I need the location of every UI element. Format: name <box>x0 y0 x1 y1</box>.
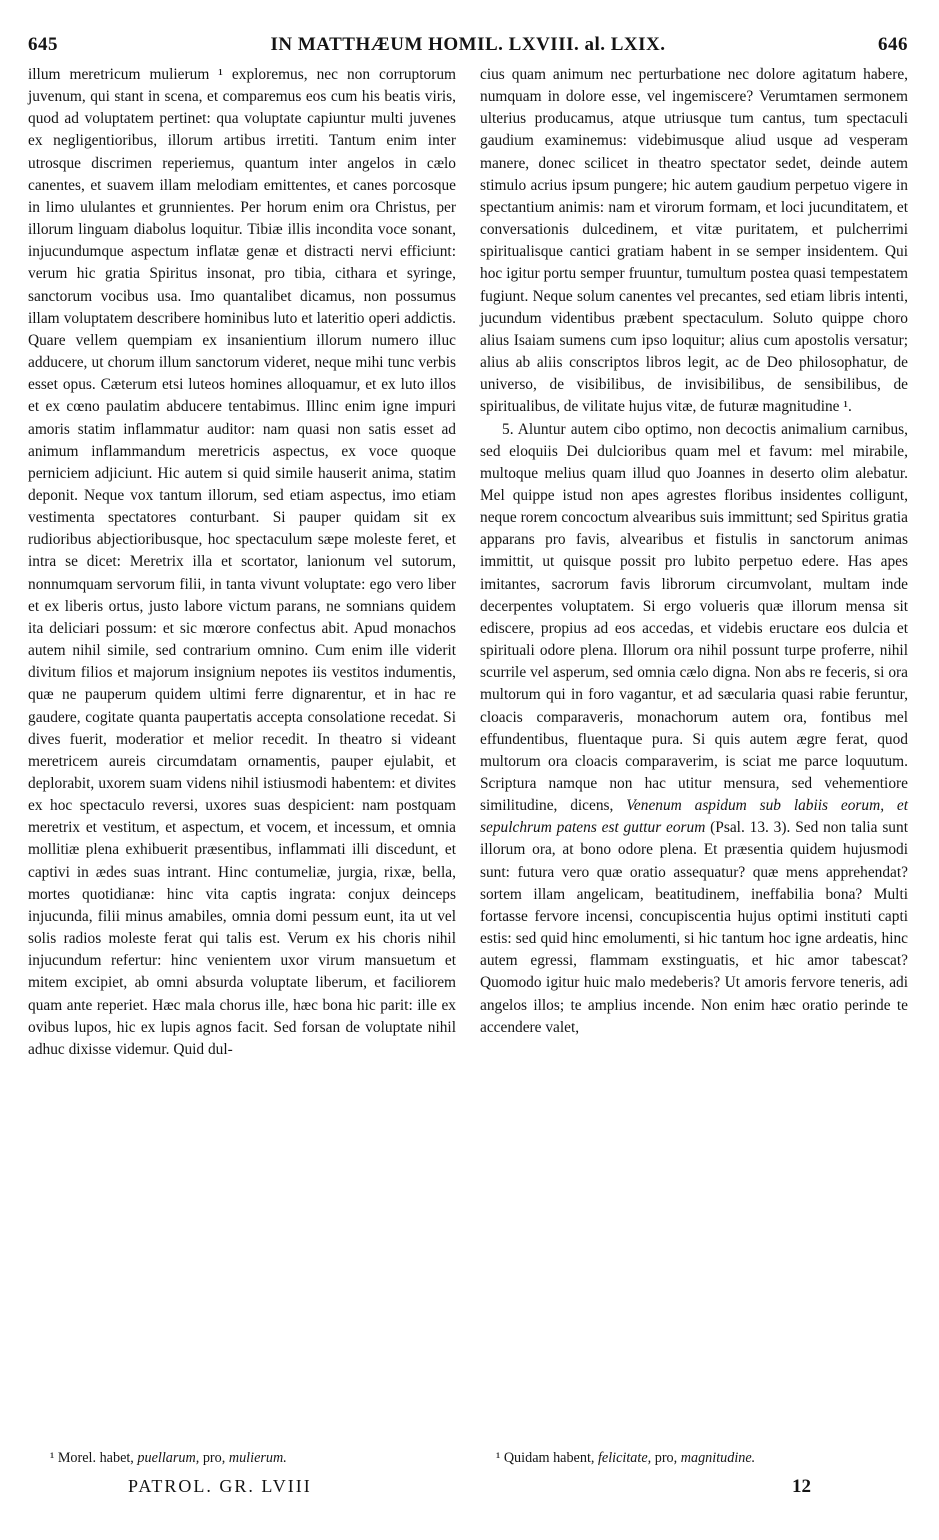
left-column <box>28 64 456 1061</box>
right-paragraph-2 <box>480 419 908 1039</box>
footnote-mark: ¹ <box>50 1450 55 1466</box>
running-title: IN MATTHÆUM HOMIL. LXVIII. al. LXIX. <box>270 34 666 55</box>
footnote-right <box>496 1448 916 1468</box>
footnote-text: Quidam habent, <box>503 1450 595 1466</box>
scripture-quote: Venenum aspidum sub labiis eorum, et sepulchrum patens est guttur eorum <box>480 797 908 837</box>
left-column-text: illum meretricum mulierum ¹ exploremus, nec non corruptorum juvenum, qui stant in scena, et comparemus eos cum his beatis viris, quod ad voluptatem pertinet: qua voluptate capiuntur multi juvenes ex negligentioribus, illorum artibus irretiti. Tantum enim inter utrosque discrimen reperiemus, quantum inter angelos in cælo canentes, et suavem illam melodiam emittentes, et canes porcosque in limo ululantes et grunnientes. Per horum enim ora Christus, per illorum linguam diabolus loquitur. Tibiæ illis incondita voce sonant, injucundumque aspectum inflatæ genæ et distracti nervi efficiunt: verum hic gratia Spiritus insonat, pro tibia, cithara et syringe, sanctorum vocibus usa. Imo quantalibet dicamus, non possumus illam voluptatem describere hominibus luto et lateritio operi addictis. Quare vellem quempiam ex insanientium illorum numero illuc adducere, ut chorum illum sanctorum videret, neque mihi tunc verbis esset opus. Cæterum etsi luteos homines alloquamur, et ex luto illos et ex cœno paulatim abducere tentabimus. Illinc enim igne impuri amoris statim inflammatur auditor: nam quasi non satis esset ad animum inflammandum meretricis aspectus, ex voce quoque perniciem adjiciunt. Hic autem si quid simile hauserit anima, statim deponit. Neque vox tantum illorum, sed etiam aspectus, imo etiam vestimenta spectatores conturbant. Si pauper quidam sit ex rudioribus abjectioribusque, hoc spectaculum sæpe moleste feret, et intra se dicet: Meretrix illa et scortator, lanionum vel sutorum, nonnumquam servorum filii, in tanta vivunt voluptate: ego vero liber et ex liberis ortus, justo labore victum parans, ne somnians quidem ita deliciari possum: et sic mœrore confectus abit. Apud monachos autem nihil simile, sed contrarium omnino. Cum enim ille viderit divitum filios et majorum insignium nepotes iis vestitos indumentis, quæ ne pauperum quidem ultimi ferre dignarentur, et in hac re gaudere, cogitate quanta paupertatis accepta consolatione recedat. Si dives fuerit, moderatior et melior recedit. In theatro si videant meretricem aureis circumdatam ornamentis, pauper ejulabit, et deplorabit, uxorem suam videns nihil istiusmodi habentem: et divites ex hoc spectaculo reversi, uxores suas despicient: nam postquam meretrix et vestitum, et aspectum, et vocem, et incessum, et omnia mollitiæ plena exhibuerit præsentibus, inflammati illi discedunt, et captivi in ædes suas intrant. Hinc contumeliæ, jurgia, rixæ, bella, mortes quotidianæ: hinc vita captis ingrata: conjux deinceps injucunda, filii minus amabiles, omnia domi pessum eunt, ita ut vel solis radios moleste ferat qui talis est. Verum ex his choris nihil injucundum refertur: hinc venientem uxor virum mansuetum et mitem excipiet, ab omni absurda voluptate liberum, et faciliorem quam ante reperiet. Hæc mala chorus ille, hæc bona hic parit: ille ex ovibus lupos, hic ex lupis agnos facit. Sed forsan de voluptate nihil adhuc dixisse videmur. Quid dul- <box>28 66 456 1058</box>
right-paragraph-1: cius quam animum nec perturbatione nec dolore agitatum habere, numquam in dolore esse, vel ingemiscere? Verumtamen sermonem ulterius producamus, atque utriusque tum cantus, tum spectaculi gaudium examinemus: videbimusque aliud usque ad vesperam manere, donec scilicet in theatro spectator sedet, deinde autem stimulo acrius ipsum pungere; hic autem gaudium perpetuo vigere in spectantium animis: nam et virorum formam, et loci jucunditatem, et conversationis dulcedinem, et vitæ puritatem, et pulcherrimi spiritualisque cantici gratiam habent in se semper insidentem. Qui hoc igitur portu semper fruuntur, tumultum postea quasi tempestatem fugiunt. Neque solum canentes vel precantes, sed etiam libris intenti, jucundum videntibus præbent spectaculum. Soluto quippe choro alius Isaiam sumens cum ipso loquitur; alius cum apostolis versatur; alius ab aliis conscriptos libros legit, ac de Deo philosophatur, de universo, de visibilibus, de invisibilibus, de sensibilibus, de spiritualibus, de vilitate hujus vitæ, de futuræ magnitudine ¹. <box>480 66 908 416</box>
scripture-citation: (Psal. 13. 3). <box>710 819 791 837</box>
footnote-lemma: mulierum. <box>228 1450 287 1466</box>
footnote-lemma: magnitudine. <box>680 1450 756 1466</box>
paragraph-2-text-after: Sed non talia sunt illorum ora, at bono odore plena. Et præsentia quidem hujusmodi sunt: futura vero quæ oratio assequatur? quæ mens apprehendat? sortem illam angelicam, beatitudinem, ineffabilia bona? Multi fortasse fervore incensi, concupiscentia hujus optimi instituti capti estis: sed quid hinc emolumenti, si hic tantum hoc igne ardeatis, hinc autem egressi, flammam exstinguatis, et hic amor tabescat? Quomodo igitur huic malo medeberis? Ut amoris fervore teneris, adi angelos illos; te amplius incende. Non enim hæc oratio perinde te accendere valet, <box>480 819 908 1036</box>
footnote-text: pro, <box>202 1450 226 1466</box>
footnote-variant: felicitate, <box>597 1450 652 1466</box>
volume-signature: PATROL. GR. LVIII <box>128 1476 312 1496</box>
right-column <box>480 64 908 1039</box>
paragraph-2-text-before: 5. Aluntur autem cibo optimo, non decoctis animalium carnibus, sed eloquiis Dei dulcioribus quam mel et favum: mel mirabile, multoque melius quam illud quo Joannes in deserto olim alebatur. Mel quippe istud non apes agrestes floribus insidentes colligunt, neque rorem concoctum alvearibus suis immittunt; sed Spiritus gratia apparans pro favis, alvearibus et fistulis in sanctorum animas immittit, ut quisque possit pro lubito perpetuo edere. Has apes imitantes, sacrorum favis librorum circumvolant, multam inde decerpentes voluptatem. Si ergo volueris quæ illorum mensa sit ediscere, propius ad eos accedas, et videbis eructare eos dulcia et spirituali odore plena. Illorum ora nihil possunt turpe proferre, nihil scurrile vel asperum, sed omnia cælo digna. Non abs re feceris, si ora multorum qui in foro vagantur, et ad sæcularia quasi rabie feruntur, cloacis comparaveris, monachorum autem ora, fontibus mel effundentibus, fluentaque pura. Si quis autem ægre ferat, quod multorum ora cloacis comparaverim, is sciat me parce loquutum. Scriptura namque non hac utitur mensura, sed vehementiore similitudine, dicens, <box>480 420 908 815</box>
running-header <box>28 34 908 60</box>
footnote-mark: ¹ <box>496 1450 501 1466</box>
footnote-left <box>50 1448 450 1468</box>
footnote-text: Morel. habet, <box>57 1450 134 1466</box>
footnote-variant: puellarum, <box>137 1450 200 1466</box>
gathering-number: 12 <box>792 1476 811 1497</box>
footnote-text: pro, <box>654 1450 678 1466</box>
page-number-left: 645 <box>28 34 58 55</box>
page-number-right: 646 <box>878 34 908 55</box>
